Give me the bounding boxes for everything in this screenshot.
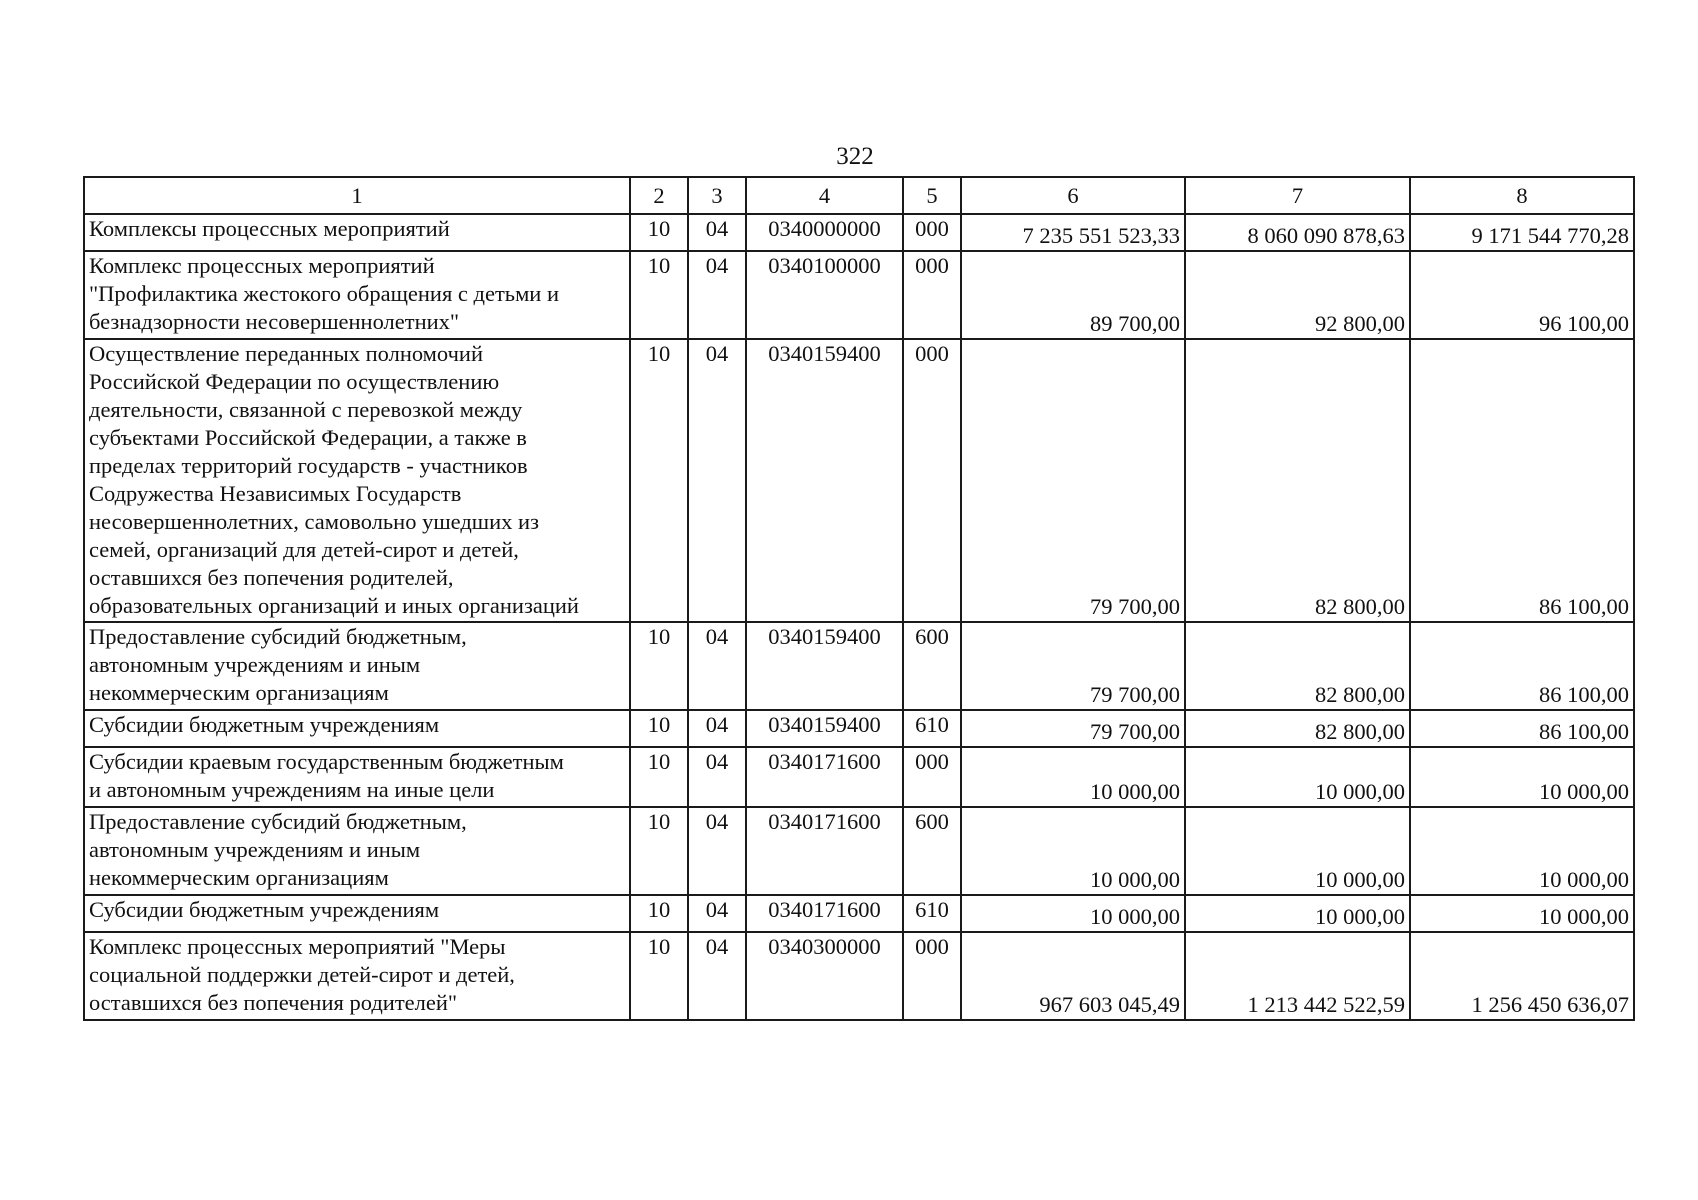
- type-code: 000: [903, 214, 961, 251]
- amount-col7: 10 000,00: [1185, 807, 1410, 895]
- section-code: 10: [630, 710, 688, 747]
- table-row: [84, 895, 1634, 932]
- amount-col8: 10 000,00: [1410, 807, 1634, 895]
- table-row: [84, 251, 1634, 339]
- type-code: 000: [903, 339, 961, 622]
- column-header: 2: [630, 177, 688, 214]
- subsection-code: 04: [688, 214, 746, 251]
- amount-col7: 82 800,00: [1185, 622, 1410, 710]
- amount-col7: 1 213 442 522,59: [1185, 932, 1410, 1020]
- table-row: [84, 622, 1634, 710]
- target-code: 0340000000: [746, 214, 903, 251]
- column-header: 4: [746, 177, 903, 214]
- row-name: Комплексы процессных мероприятий: [84, 214, 630, 251]
- page-number: 322: [836, 143, 874, 170]
- row-name: Субсидии бюджетным учреждениям: [84, 895, 630, 932]
- row-name: Комплекс процессных мероприятий "Профилактика жестокого обращения с детьми и безнадзорности несовершеннолетних": [84, 251, 630, 339]
- amount-col7: 92 800,00: [1185, 251, 1410, 339]
- amount-col7: 82 800,00: [1185, 339, 1410, 622]
- row-name: Субсидии бюджетным учреждениям: [84, 710, 630, 747]
- amount-col6: 89 700,00: [961, 251, 1185, 339]
- table-row: [84, 747, 1634, 807]
- subsection-code: 04: [688, 339, 746, 622]
- amount-col6: 967 603 045,49: [961, 932, 1185, 1020]
- column-header: 7: [1185, 177, 1410, 214]
- section-code: 10: [630, 895, 688, 932]
- column-header: 8: [1410, 177, 1634, 214]
- table-row: [84, 214, 1634, 251]
- row-name: Субсидии краевым государственным бюджетным и автономным учреждениям на иные цели: [84, 747, 630, 807]
- type-code: 600: [903, 622, 961, 710]
- amount-col7: 8 060 090 878,63: [1185, 214, 1410, 251]
- subsection-code: 04: [688, 747, 746, 807]
- subsection-code: 04: [688, 710, 746, 747]
- amount-col6: 79 700,00: [961, 622, 1185, 710]
- subsection-code: 04: [688, 895, 746, 932]
- amount-col7: 82 800,00: [1185, 710, 1410, 747]
- target-code: 0340159400: [746, 622, 903, 710]
- row-name: Предоставление субсидий бюджетным, автономным учреждениям и иным некоммерческим организациям: [84, 622, 630, 710]
- section-code: 10: [630, 214, 688, 251]
- type-code: 600: [903, 807, 961, 895]
- subsection-code: 04: [688, 807, 746, 895]
- amount-col8: 10 000,00: [1410, 895, 1634, 932]
- target-code: 0340159400: [746, 710, 903, 747]
- target-code: 0340171600: [746, 807, 903, 895]
- header-row: [84, 177, 1634, 214]
- amount-col8: 86 100,00: [1410, 339, 1634, 622]
- target-code: 0340159400: [746, 339, 903, 622]
- column-header: 5: [903, 177, 961, 214]
- column-header: 3: [688, 177, 746, 214]
- subsection-code: 04: [688, 251, 746, 339]
- target-code: 0340100000: [746, 251, 903, 339]
- section-code: 10: [630, 622, 688, 710]
- table-row: [84, 932, 1634, 1020]
- amount-col6: 10 000,00: [961, 807, 1185, 895]
- type-code: 000: [903, 251, 961, 339]
- subsection-code: 04: [688, 932, 746, 1020]
- amount-col7: 10 000,00: [1185, 747, 1410, 807]
- column-header: 6: [961, 177, 1185, 214]
- section-code: 10: [630, 747, 688, 807]
- table-row: [84, 710, 1634, 747]
- section-code: 10: [630, 339, 688, 622]
- table-row: [84, 339, 1634, 622]
- amount-col8: 1 256 450 636,07: [1410, 932, 1634, 1020]
- row-name: Предоставление субсидий бюджетным, автономным учреждениям и иным некоммерческим организациям: [84, 807, 630, 895]
- amount-col6: 79 700,00: [961, 339, 1185, 622]
- type-code: 610: [903, 895, 961, 932]
- section-code: 10: [630, 251, 688, 339]
- type-code: 610: [903, 710, 961, 747]
- amount-col8: 9 171 544 770,28: [1410, 214, 1634, 251]
- target-code: 0340171600: [746, 895, 903, 932]
- subsection-code: 04: [688, 622, 746, 710]
- row-name: Осуществление переданных полномочий Российской Федерации по осуществлению деятельности, связанной с перевозкой между субъектами Российской Федерации, а также в пределах территорий государств - участников Содружества Независимых Государств несовершеннолетних, самовольно ушедших из семей, организаций для детей-сирот и детей, оставшихся без попечения родителей, образовательных организаций и иных организаций: [84, 339, 630, 622]
- amount-col6: 10 000,00: [961, 747, 1185, 807]
- type-code: 000: [903, 932, 961, 1020]
- section-code: 10: [630, 932, 688, 1020]
- budget-table: [83, 176, 1635, 1021]
- amount-col6: 79 700,00: [961, 710, 1185, 747]
- row-name: Комплекс процессных мероприятий "Меры социальной поддержки детей-сирот и детей, оставшихся без попечения родителей": [84, 932, 630, 1020]
- amount-col7: 10 000,00: [1185, 895, 1410, 932]
- amount-col6: 7 235 551 523,33: [961, 214, 1185, 251]
- target-code: 0340171600: [746, 747, 903, 807]
- section-code: 10: [630, 807, 688, 895]
- amount-col8: 86 100,00: [1410, 622, 1634, 710]
- amount-col8: 86 100,00: [1410, 710, 1634, 747]
- type-code: 000: [903, 747, 961, 807]
- amount-col8: 96 100,00: [1410, 251, 1634, 339]
- amount-col8: 10 000,00: [1410, 747, 1634, 807]
- amount-col6: 10 000,00: [961, 895, 1185, 932]
- table-row: [84, 807, 1634, 895]
- target-code: 0340300000: [746, 932, 903, 1020]
- column-header: 1: [84, 177, 630, 214]
